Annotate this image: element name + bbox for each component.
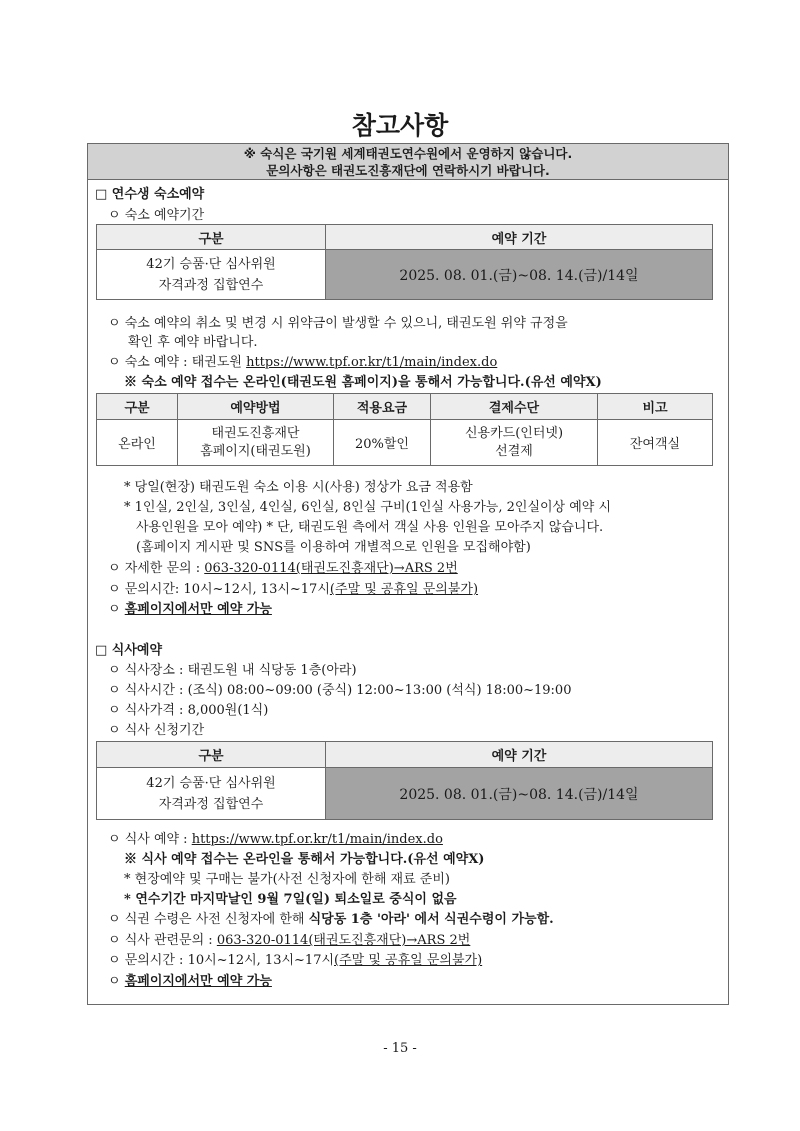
method-line-1: 태권도진흥재단 — [211, 425, 300, 441]
category-line-2: 자격과정 집합연수 — [158, 277, 264, 293]
table-header: 구분 — [97, 742, 326, 768]
lodging-period-label: ㅇ 숙소 예약기간 — [108, 208, 205, 223]
table-header: 예약 기간 — [326, 742, 713, 768]
lodging-note-1: * 당일(현장) 태권도원 숙소 이용 시(사용) 정상가 요금 적용함 — [124, 480, 473, 495]
meal-price: ㅇ 식사가격 : 8,000원(1식) — [108, 703, 269, 718]
lodging-period-table — [96, 224, 713, 300]
lodging-online-only: ※ 숙소 예약 접수는 온라인(태권도원 홈페이지)을 통해서 가능합니다.(유선 예약X) — [124, 375, 602, 390]
page-number: - 15 - — [383, 1041, 417, 1056]
table-header: 구분 — [97, 225, 326, 250]
meal-contact-line — [108, 929, 470, 948]
meal-heading: □ 식사예약 — [95, 643, 163, 658]
table-header: 결제수단 — [431, 394, 598, 420]
page-title: 참고사항 — [351, 111, 449, 140]
meal-contact-label: ㅇ 식사 관련문의 : — [108, 933, 217, 948]
bullet: ㅇ — [108, 602, 125, 617]
lodging-hours-label: ㅇ 문의시간: 10시~12시, 13시~17시 — [108, 582, 330, 597]
table-cell: 20%할인 — [334, 420, 431, 466]
category-line-2: 자격과정 집합연수 — [158, 796, 264, 812]
table-header: 예약방법 — [178, 394, 334, 420]
meal-hours-line — [108, 949, 482, 968]
meal-time: ㅇ 식사시간 : (조식) 08:00~09:00 (중식) 12:00~13:00 (석식) 18:00~19:00 — [108, 683, 572, 698]
table-cell: 잔여객실 — [598, 420, 713, 466]
lodging-hours-note: (주말 및 공휴일 문의불가) — [329, 582, 479, 597]
period-cell: 2025. 08. 01.(금)~08. 14.(금)/14일 — [326, 250, 713, 300]
table-header: 구분 — [97, 394, 178, 420]
lodging-hours-line — [108, 578, 478, 597]
lodging-heading: □ 연수생 숙소예약 — [95, 187, 205, 202]
notice-banner — [88, 144, 728, 180]
notice-line-2: 문의사항은 태권도진흥재단에 연락하시기 바랍니다. — [266, 163, 550, 178]
meal-period-table — [96, 741, 713, 820]
table-header: 예약 기간 — [326, 225, 713, 250]
table-header: 비고 — [598, 394, 713, 420]
meal-booking-link[interactable]: https://www.tpf.or.kr/t1/main/index.do — [191, 832, 443, 847]
table-cell — [97, 250, 326, 300]
bullet: ㅇ — [108, 974, 125, 989]
meal-ticket-line — [108, 908, 554, 927]
lodging-contact-line — [108, 557, 458, 576]
cancel-note-line-2: 확인 후 예약 바랍니다. — [128, 335, 258, 350]
table-header: 적용요금 — [334, 394, 431, 420]
cancel-note-line-1: ㅇ 숙소 예약의 취소 및 변경 시 위약금이 발생할 수 있으니, 태권도원 위약 규정을 — [108, 316, 568, 331]
meal-ticket-prefix: ㅇ 식권 수령은 사전 신청자에 한해 — [108, 912, 309, 927]
category-line-1: 42기 승품·단 심사위원 — [146, 775, 276, 791]
meal-place: ㅇ 식사장소 : 태권도원 내 식당동 1층(아라) — [108, 663, 357, 678]
period-cell: 2025. 08. 01.(금)~08. 14.(금)/14일 — [326, 768, 713, 820]
meal-note-onsite: * 현장예약 및 구매는 불가(사전 신청자에 한해 재료 준비) — [124, 872, 450, 887]
table-cell: 온라인 — [97, 420, 178, 466]
lodging-contact-label: ㅇ 자세한 문의 : — [108, 561, 205, 576]
payment-line-2: 선결제 — [495, 443, 533, 459]
lodging-note-2-line-1: * 1인실, 2인실, 3인실, 4인실, 6인실, 8인실 구비(1인실 사용가능, 2인실이상 예약 시 — [124, 500, 612, 515]
lodging-method-table — [96, 393, 713, 466]
lodging-note-2-line-3: (홈페이지 게시판 및 SNS를 이용하여 개별적으로 인원을 모집해야함) — [136, 540, 531, 555]
lodging-note-2-line-2: 사용인원을 모아 예약) * 단, 태권도원 측에서 객실 사용 인원을 모아주지 않습니다. — [136, 520, 604, 535]
meal-online-only: ※ 식사 예약 접수는 온라인을 통해서 가능합니다.(유선 예약X) — [124, 852, 485, 867]
table-cell — [178, 420, 334, 466]
lodging-homepage-only-line — [108, 598, 272, 617]
meal-homepage-only-line — [108, 970, 272, 989]
meal-hours-label: ㅇ 문의시간 : 10시~12시, 13시~17시 — [108, 953, 335, 968]
table-cell — [97, 768, 326, 820]
lodging-contact-value: 063-320-0114(태권도진흥재단)→ARS 2번 — [204, 561, 458, 576]
category-line-1: 42기 승품·단 심사위원 — [146, 256, 276, 272]
meal-note-lastday: * 연수기간 마지막날인 9월 7일(일) 퇴소일로 중식이 없음 — [124, 892, 457, 907]
meal-period-label: ㅇ 식사 신청기간 — [108, 723, 205, 738]
meal-contact-value: 063-320-0114(태권도진흥재단)→ARS 2번 — [216, 933, 471, 948]
method-line-2: 홈페이지(태권도원) — [200, 443, 311, 459]
meal-booking-line — [108, 828, 443, 847]
lodging-booking-label: ㅇ 숙소 예약 : 태권도원 — [108, 355, 247, 370]
meal-homepage-only: 홈페이지에서만 예약 가능 — [124, 974, 272, 989]
lodging-homepage-only: 홈페이지에서만 예약 가능 — [124, 602, 272, 617]
table-cell — [431, 420, 598, 466]
meal-hours-note: (주말 및 공휴일 문의불가) — [334, 953, 483, 968]
meal-booking-label: ㅇ 식사 예약 : — [108, 832, 192, 847]
lodging-booking-link[interactable]: https://www.tpf.or.kr/t1/main/index.do — [246, 355, 498, 370]
meal-ticket-bold: 식당동 1층 '아라' 에서 식권수령이 가능함. — [308, 912, 554, 927]
payment-line-1: 신용카드(인터넷) — [464, 425, 564, 441]
notice-line-1: ※ 숙식은 국기원 세계태권도연수원에서 운영하지 않습니다. — [243, 146, 573, 161]
lodging-booking-line — [108, 351, 497, 370]
